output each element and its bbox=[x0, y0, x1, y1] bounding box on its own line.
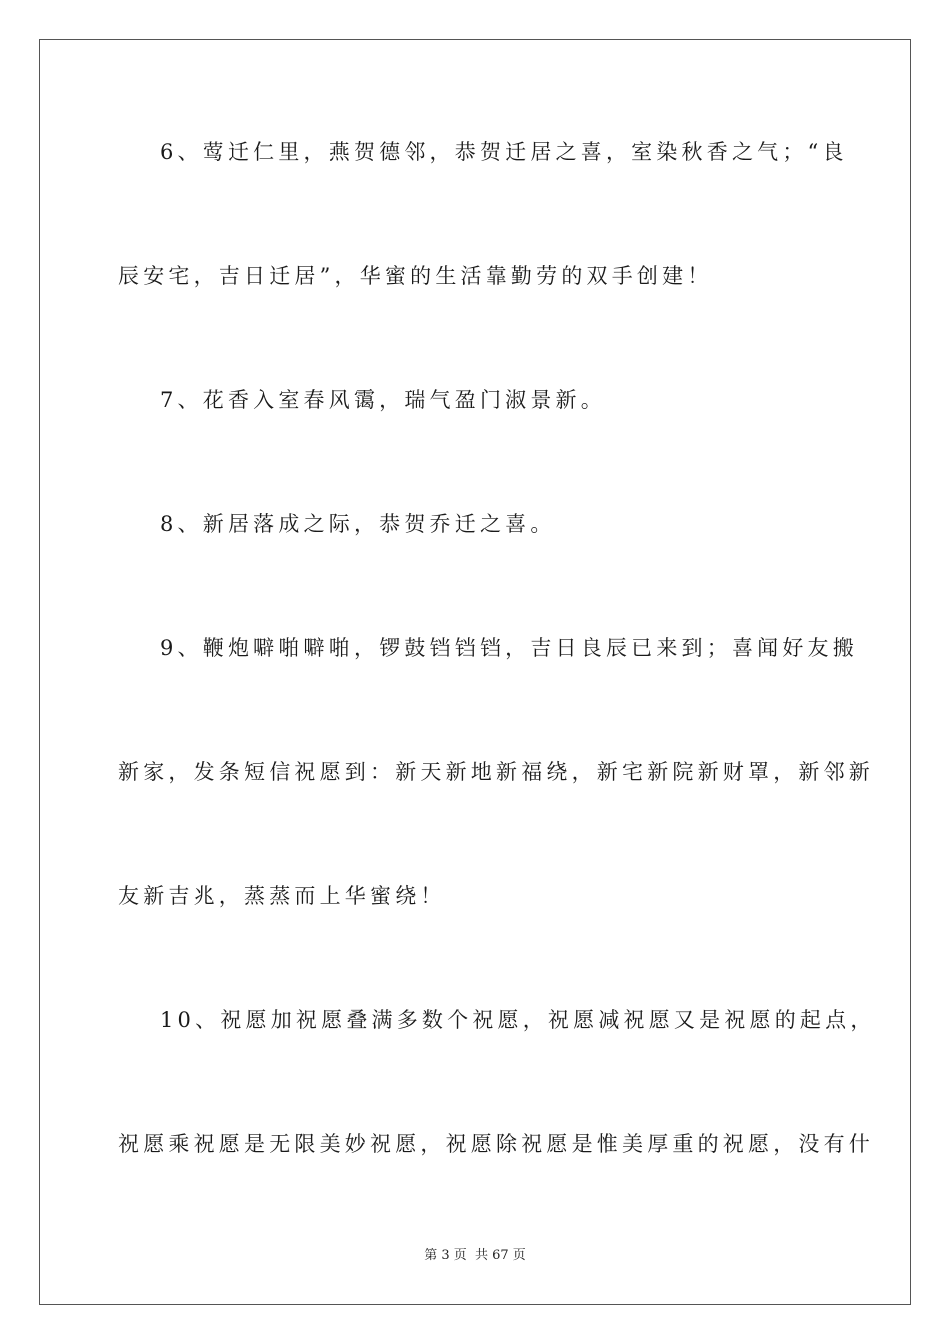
page-number: 第 3 页 bbox=[424, 1248, 467, 1263]
total-pages: 共 67 页 bbox=[474, 1248, 526, 1263]
page-footer bbox=[0, 1246, 950, 1266]
paragraph-line: 新家，发条短信祝愿到：新天新地新福绕，新宅新院新财罩，新邻新 bbox=[118, 760, 874, 784]
paragraph-line: 友新吉兆，蒸蒸而上华蜜绕！ bbox=[118, 884, 446, 908]
paragraph-line: 7、花香入室春风霭，瑞气盈门淑景新。 bbox=[160, 388, 606, 412]
paragraph-line: 辰安宅，吉日迁居”，华蜜的生活靠勤劳的双手创建！ bbox=[118, 264, 713, 288]
paragraph-line: 8、新居落成之际，恭贺乔迁之喜。 bbox=[160, 512, 556, 536]
paragraph-line: 9、鞭炮噼啪噼啪，锣鼓铛铛铛，吉日良辰已来到；喜闻好友搬 bbox=[160, 636, 858, 660]
paragraph-line: 6、莺迁仁里，燕贺德邻，恭贺迁居之喜，室染秋香之气；“良 bbox=[160, 140, 848, 164]
paragraph-line: 祝愿乘祝愿是无限美妙祝愿，祝愿除祝愿是惟美厚重的祝愿，没有什 bbox=[118, 1132, 874, 1156]
page-border bbox=[39, 39, 911, 1305]
paragraph-line: 10、祝愿加祝愿叠满多数个祝愿，祝愿减祝愿又是祝愿的起点， bbox=[160, 1008, 876, 1032]
